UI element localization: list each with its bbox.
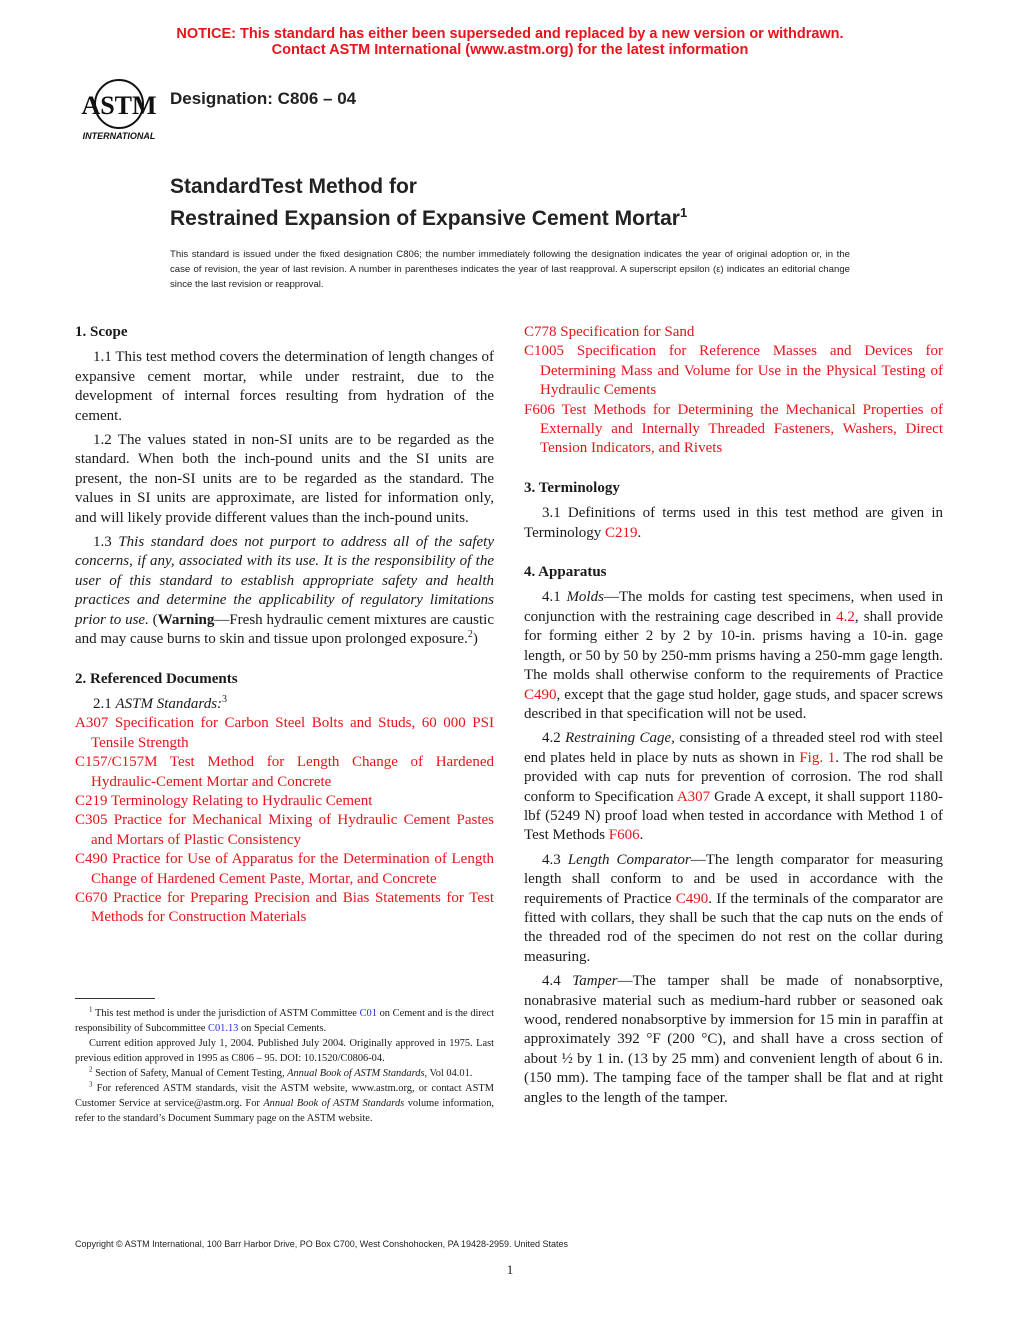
reference-link[interactable]: C490 — [675, 890, 709, 907]
text-run: Section of Safety, Manual of Cement Testing, — [92, 1068, 288, 1079]
section-heading — [75, 670, 494, 689]
designation: Designation: C806 – 04 — [170, 89, 357, 108]
text-run: . The rod shall be provided with cap nuts for prevention of corrosion. The rod shall conform to Specification — [524, 749, 943, 805]
text-run: Grade A except, it shall support 1180-lbf (5249 N) proof load when tested in accordance with Method 1 of Test Methods — [524, 788, 943, 844]
notice-line-1: NOTICE: This standard has either been superseded and replaced by a new version or withdrawn. — [176, 26, 844, 42]
reference-link[interactable]: Fig. 1 — [799, 749, 836, 766]
footnote-divider — [75, 998, 155, 999]
paragraph — [75, 533, 494, 649]
text-run: 1.2 The values stated in non-SI units are to be regarded as the standard. When both the inch-pound units and the SI units are present, the non-SI units are to be regarded as the standard. The values in SI units are approximate, are listed for information only, and will likely provide different values than the inch-pound units. — [75, 432, 494, 526]
paragraph — [524, 972, 943, 1108]
footnote-marker: 1 — [89, 1005, 93, 1014]
copyright: Copyright © ASTM International, 100 Barr Harbor Drive, PO Box C700, West Conshohocken, PA 19428-2959. United States — [75, 1239, 569, 1249]
text-run: Annual Book of ASTM Standards — [263, 1098, 405, 1109]
reference-link[interactable]: 4.2 — [836, 608, 855, 625]
text-run: F606 Test Methods for Determining the Mechanical Properties of Externally and Internally Threaded Fasteners, Washers, Direct Tension Indicators, and Rivets — [524, 401, 943, 457]
text-run: Annual Book of ASTM Standards — [287, 1068, 425, 1079]
text-run: This standard does not purport to address all of the safety concerns, if any, associated with its use. It is the responsibility of the user of this standard to establish appropriate safety and health practices and determine the applicability of regulatory limitations prior to use. — [75, 534, 495, 628]
referenced-standard[interactable] — [75, 811, 494, 850]
text-run: A307 Specification for Carbon Steel Bolts and Studs, 60 000 PSI Tensile Strength — [75, 715, 494, 751]
withdrawal-notice — [0, 26, 1020, 58]
text-run: C670 Practice for Preparing Precision and Bias Statements for Test Methods for Construction Materials — [75, 889, 494, 926]
svg-text:INTERNATIONAL: INTERNATIONAL — [82, 131, 156, 141]
footnote — [75, 1081, 494, 1126]
text-run: Length Comparator — [567, 851, 691, 868]
title-footnote-ref: 1 — [679, 205, 688, 220]
text-run: 1.3 — [93, 534, 119, 551]
text-run: 3.1 Definitions of terms used in this test method are given in Terminology — [524, 505, 943, 541]
referenced-standard[interactable] — [75, 889, 494, 928]
text-run: ( — [148, 611, 158, 628]
text-run: This test method is under the jurisdiction of ASTM Committee — [92, 1008, 360, 1019]
text-run: —Fresh hydraulic cement mixtures are caustic and may cause burns to skin and tissue upon prolonged exposure. — [75, 611, 494, 648]
text-run: Tamper — [572, 973, 618, 990]
text-run: on Cement and is the direct responsibility of Subcommittee — [75, 1008, 494, 1034]
text-run: C157/C157M Test Method for Length Change of Hardened Hydraulic-Cement Mortar and Concrete — [75, 754, 494, 790]
text-run: —The molds for casting test specimens, when used in conjunction with the restraining cage described in — [524, 589, 944, 625]
text-run: Current edition approved July 1, 2004. Published July 2004. Originally approved in 1975. Last previous edition approved in 1995 as C806 – 95. DOI: 10.1520/C0806-04. — [75, 1038, 494, 1064]
text-run: ASTM Standards: — [115, 695, 223, 712]
page-number: 1 — [506, 1262, 514, 1277]
referenced-standard[interactable] — [524, 342, 943, 400]
section-heading — [524, 479, 943, 498]
reference-link[interactable]: C490 — [524, 686, 557, 703]
reference-link[interactable]: C01.13 — [208, 1023, 239, 1034]
section-heading — [524, 563, 943, 582]
footnote — [75, 1036, 494, 1066]
text-run: , Vol 04.01. — [424, 1068, 473, 1079]
footnote-marker: 2 — [89, 1065, 93, 1074]
text-run: Molds — [566, 589, 604, 606]
title-line-1: StandardTest Method for — [170, 175, 417, 198]
referenced-standard[interactable] — [75, 792, 494, 811]
footnote-marker: 3 — [222, 693, 228, 705]
footnote-marker: 3 — [89, 1080, 93, 1089]
issuance-note: This standard is issued under the fixed designation C806; the number immediately following the designation indicates the year of original adoption or, in the case of revision, the year of last revision. A number in parentheses indicates the year of last reapproval. A superscript epsilon (ε) indicates an editorial change since the last revision or reapproval. — [170, 249, 850, 290]
reference-link[interactable]: F606 — [608, 827, 640, 844]
paragraph — [524, 851, 943, 967]
text-run: . — [637, 524, 642, 541]
text-run: . — [639, 827, 644, 844]
text-run: ) — [472, 631, 478, 648]
title-line-2: Restrained Expansion of Expansive Cement Mortar — [170, 207, 680, 230]
text-run: Restraining Cage, — [565, 730, 675, 747]
text-run: 2.1 — [93, 695, 116, 712]
text-run: 4.3 — [542, 851, 568, 868]
referenced-standard[interactable] — [75, 714, 494, 753]
section-heading — [75, 323, 494, 342]
text-run: consisting of a threaded steel rod with steel end plates held in place by nuts as shown in — [524, 730, 944, 766]
paragraph — [524, 729, 943, 845]
text-run: 1. Scope — [75, 324, 128, 340]
paragraph — [524, 504, 943, 543]
footnotes — [75, 1006, 494, 1126]
footnote-marker: 2 — [467, 629, 473, 641]
notice-line-2: Contact ASTM International (www.astm.org) for the latest information — [271, 42, 749, 58]
reference-link[interactable]: A307 — [676, 788, 711, 805]
text-run: Warning — [157, 611, 215, 628]
text-run: For referenced ASTM standards, visit the ASTM website, www.astm.org, or contact ASTM Customer Service at service@astm.org. For — [75, 1083, 494, 1109]
text-run: —The length comparator for measuring length shall conform to and be used in accordance with the requirements of Practice — [524, 851, 944, 907]
astm-logo — [77, 76, 161, 142]
paragraph — [75, 431, 494, 528]
text-run: —The tamper shall be made of nonabsorptive, nonabrasive material such as medium-hard rubber or seasoned oak wood, rendered nonabsorptive by immersion for 15 min in paraffin at approximately 392 °F (200 °C), and shall have a cross section of about ½ by 1 in. (13 by 25 mm) and convenient length of about 6 in. (150 mm). The tamping face of the tamper shall be flat and at right angles to the length of the tamper. — [524, 973, 943, 1106]
text-run: volume information, refer to the standard’s Document Summary page on the ASTM website. — [75, 1098, 494, 1124]
text-run: C778 Specification for Sand — [524, 324, 695, 340]
text-run: 4.4 — [542, 973, 573, 990]
paragraph — [75, 348, 494, 426]
text-run: C219 Terminology Relating to Hydraulic Cement — [75, 792, 373, 809]
referenced-standard[interactable] — [75, 850, 494, 889]
referenced-standard[interactable] — [524, 401, 943, 459]
svg-text:ASTM: ASTM — [81, 91, 157, 120]
text-run: 4.2 — [542, 730, 566, 747]
text-run: 2. Referenced Documents — [75, 670, 238, 687]
text-run: C305 Practice for Mechanical Mixing of Hydraulic Cement Pastes and Mortars of Plastic Consistency — [75, 812, 494, 848]
paragraph — [524, 588, 943, 724]
reference-link[interactable]: C219 — [605, 524, 638, 541]
subsection — [75, 695, 494, 714]
text-run: , except that the gage stud holder, gage studs, and spacer screws described in that specification will not be used. — [524, 686, 943, 722]
referenced-standard[interactable] — [524, 323, 943, 342]
text-run: 3. Terminology — [524, 479, 620, 496]
document-title — [170, 174, 687, 232]
left-column — [75, 323, 494, 928]
text-run: 4.1 — [542, 589, 567, 606]
text-run: C1005 Specification for Reference Masses and Devices for Determining Mass and Volume for Use in the Physical Testing of Hydraulic Cements — [524, 343, 943, 399]
right-column — [524, 323, 943, 1113]
footnote — [75, 1006, 494, 1036]
referenced-standard[interactable] — [75, 753, 494, 792]
text-run: 1.1 This test method covers the determination of length changes of expansive cement mortar, while under restraint, due to the development of internal forces resulting from hydration of the cement. — [75, 349, 494, 424]
reference-link[interactable]: C01 — [359, 1008, 377, 1019]
text-run: C490 Practice for Use of Apparatus for the Determination of Length Change of Hardened Cement Paste, Mortar, and Concrete — [75, 851, 494, 887]
text-run: on Special Cements. — [238, 1023, 327, 1034]
text-run: , shall provide for forming either 2 by 2 by 10-in. prisms having a 10-in. gage length, or 50 by 50 by 250-mm prisms having a 250-mm gage length. The molds shall otherwise conform to the requirements of Practice — [524, 608, 943, 684]
footnote — [75, 1066, 494, 1081]
text-run: 4. Apparatus — [524, 564, 607, 581]
text-run: . If the terminals of the comparator are fitted with collars, they shall be such that the cap nuts on the ends of the threaded rod of the specimen do not rest on the collar during measuring. — [524, 890, 944, 965]
